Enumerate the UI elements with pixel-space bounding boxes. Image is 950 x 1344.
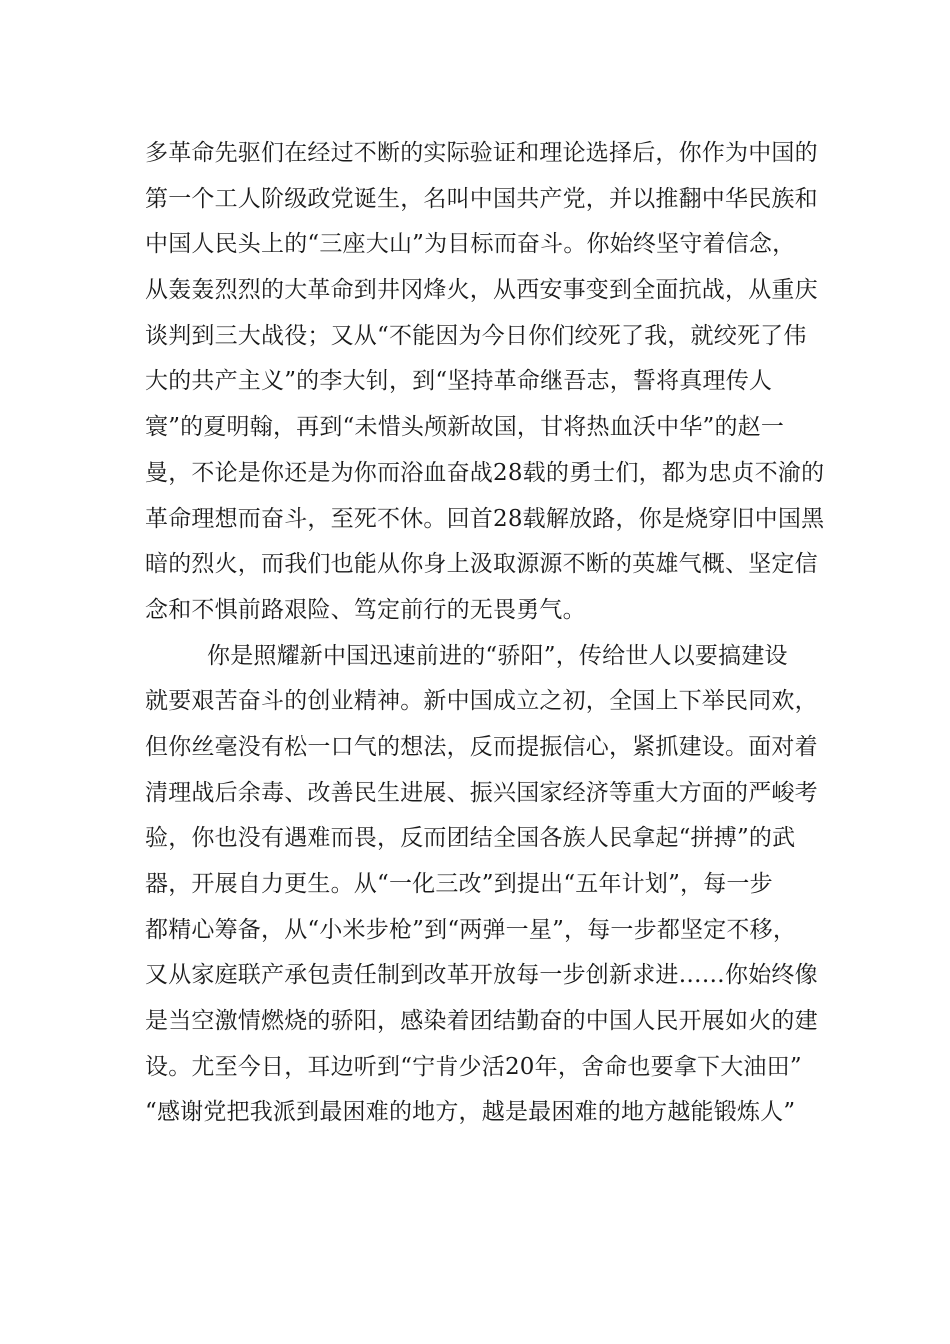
text-line: 设。尤至今日，耳边听到“宁肯少活20年，舍命也要拿下大油田” <box>145 1053 802 1080</box>
text-line: 中国人民头上的“三座大山”为目标而奋斗。你始终坚守着信念， <box>145 231 796 258</box>
text-line: 但你丝毫没有松一口气的想法，反而提振信心，紧抓建设。面对着 <box>145 733 818 760</box>
text-line: 多革命先驱们在经过不断的实际验证和理论选择后，你作为中国的 <box>145 140 818 166</box>
text-line: 谈判到三大战役；又从“不能因为今日你们绞死了我，就绞死了伟 <box>145 322 807 349</box>
text-line: 器，开展自力更生。从“一化三改”到提出“五年计划”，每一步 <box>145 871 773 897</box>
text-line: 大的共产主义”的李大钊，到“坚持革命继吾志，誓将真理传人 <box>145 368 773 395</box>
body-text <box>145 131 825 1136</box>
text-line: 清理战后余毒、改善民生进展、振兴国家经济等重大方面的严峻考 <box>145 779 818 806</box>
paragraph-1 <box>145 131 825 634</box>
text-line: 革命理想而奋斗，至死不休。回首28载解放路，你是烧穿旧中国黑 <box>145 505 825 532</box>
paragraph-2 <box>145 634 818 1137</box>
text-line: 是当空激情燃烧的骄阳，感染着团结勤奋的中国人民开展如火的建 <box>145 1008 818 1035</box>
text-line: 从轰轰烈烈的大革命到井冈烽火，从西安事变到全面抗战，从重庆 <box>145 277 818 304</box>
text-line: 暗的烈火，而我们也能从你身上汲取源源不断的英雄气概、坚定信 <box>145 551 818 578</box>
text-line: 都精心筹备，从“小米步枪”到“两弹一星”，每一步都坚定不移， <box>145 916 797 943</box>
text-line: 又从家庭联产承包责任制到改革开放每一步创新求进……你始终像 <box>145 962 818 989</box>
text-line: 第一个工人阶级政党诞生，名叫中国共产党，并以推翻中华民族和 <box>145 185 818 212</box>
text-line: 寰”的夏明翰，再到“未惜头颅新故国，甘将热血沃中华”的赵一 <box>145 414 785 441</box>
text-line: 念和不惧前路艰险、笃定前行的无畏勇气。 <box>145 596 586 623</box>
text-line: “感谢党把我派到最困难的地方，越是最困难的地方越能锻炼人” <box>145 1099 796 1126</box>
text-line: 曼，不论是你还是为你而浴血奋战28载的勇士们，都为忠贞不渝的 <box>145 459 825 486</box>
text-line: 你是照耀新中国迅速前进的“骄阳”，传给世人以要搞建设 <box>207 642 788 669</box>
text-line: 验，你也没有遇难而畏，反而团结全国各族人民拿起“拼搏”的武 <box>145 825 796 852</box>
text-line: 就要艰苦奋斗的创业精神。新中国成立之初，全国上下举民同欢， <box>145 688 818 715</box>
